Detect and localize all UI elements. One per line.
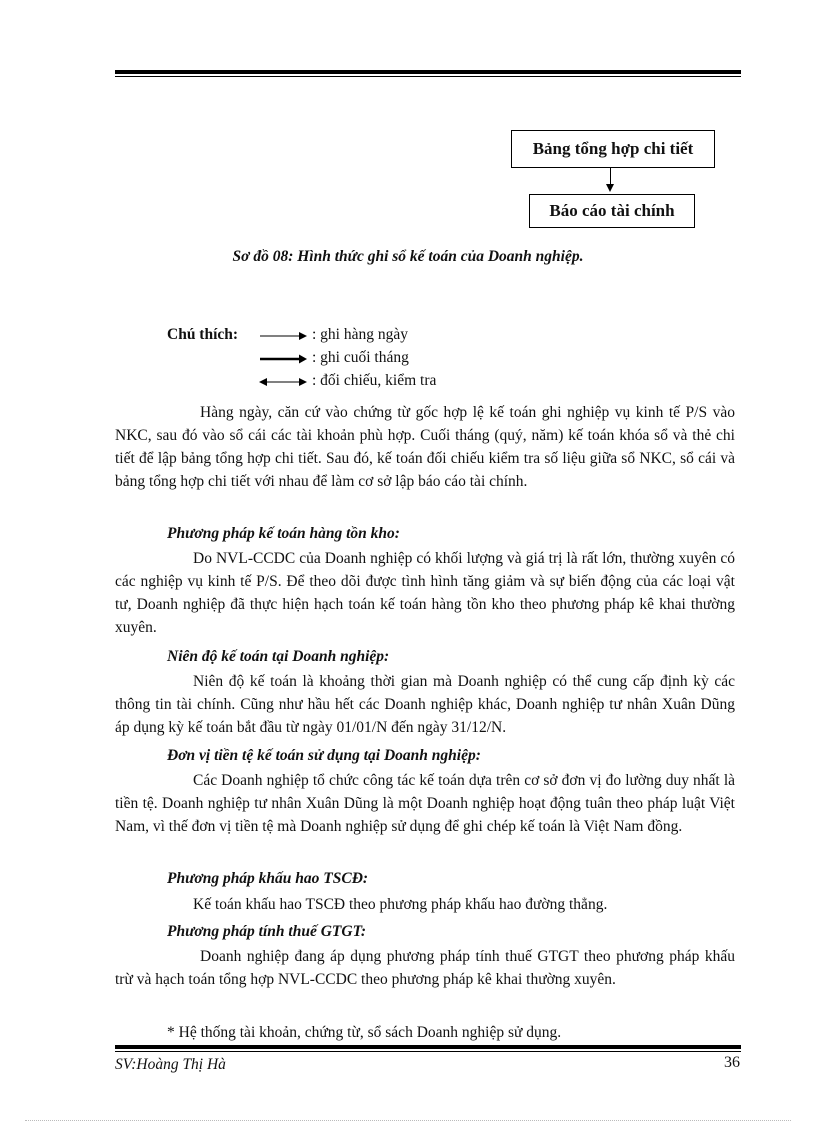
depreciation-heading: Phương pháp khấu hao TSCĐ: [167, 870, 369, 887]
legend-label: : ghi hàng ngày [312, 326, 408, 343]
currency-heading: Đơn vị tiền tệ kế toán sử dụng tại Doanh nghiệp: [167, 747, 481, 764]
thick-arrow-icon [259, 351, 307, 367]
thin-arrow-icon [259, 328, 307, 344]
page-bottom-dotted-line [25, 1120, 791, 1121]
footer-rule-thick [115, 1045, 741, 1049]
system-note: * Hệ thống tài khoản, chứng từ, sổ sách Doanh nghiệp sử dụng. [167, 1024, 562, 1041]
intro-paragraph: Hàng ngày, căn cứ vào chứng từ gốc hợp lệ kế toán ghi nghiệp vụ kinh tế P/S vào NKC, sau đó vào sổ cái các tài khoản phù hợp. Cuối tháng (quý, năm) kế toán khóa sổ và thẻ chi tiết để lập bảng tổng hợp chi tiết. Sau đó, kế toán đối chiếu kiểm tra số liệu giữa sổ NKC, sổ cái và bảng tổng hợp chi tiết với nhau để làm cơ sở lập báo cáo tài chính. [115, 404, 735, 490]
footer-student-name: SV:Hoàng Thị Hà [115, 1056, 226, 1073]
period-paragraph: Niên độ kế toán là khoảng thời gian mà Doanh nghiệp có thể cung cấp định kỳ các thông tin tài chính. Cũng như hầu hết các Doanh nghiệp khác, Doanh nghiệp tư nhân Xuân Dũng áp dụng kỳ kế toán bắt đầu từ ngày 01/01/N đến ngày 31/12/N. [115, 673, 735, 736]
page-number: 36 [724, 1054, 740, 1071]
financial-report-box: Báo cáo tài chính [529, 194, 695, 228]
inventory-paragraph: Do NVL-CCDC của Doanh nghiệp có khối lượng và giá trị là rất lớn, thường xuyên có các nghiệp vụ kinh tế P/S. Để theo dõi được tình hình tăng giảm và sự biến động của các loại vật tư, Doanh nghiệp đã thực hiện hạch toán kế toán hàng tồn kho theo phương pháp kê khai thường xuyên. [115, 550, 735, 636]
header-rule-thick [115, 70, 741, 74]
diagram-caption: Sơ đồ 08: Hình thức ghi sổ kế toán của Doanh nghiệp. [232, 248, 584, 265]
connector-line [610, 167, 611, 185]
arrow-down-icon [606, 184, 614, 192]
legend-title: Chú thích: [167, 326, 239, 343]
inventory-heading: Phương pháp kế toán hàng tồn kho: [167, 525, 400, 542]
header-rule-thin [115, 76, 741, 77]
currency-paragraph: Các Doanh nghiệp tổ chức công tác kế toán dựa trên cơ sở đơn vị đo lường duy nhất là tiền tệ. Doanh nghiệp tư nhân Xuân Dũng là một Doanh nghiệp hoạt động tuân theo pháp luật Việt Nam, vì thế đơn vị tiền tệ mà Doanh nghiệp sử dụng để ghi chép kế toán là Việt Nam đồng. [115, 772, 735, 835]
double-arrow-icon [259, 374, 307, 390]
vat-heading: Phương pháp tính thuế GTGT: [167, 923, 367, 940]
vat-paragraph: Doanh nghiệp đang áp dụng phương pháp tính thuế GTGT theo phương pháp khấu trừ và hạch toán tổng hợp NVL-CCDC theo phương pháp kê khai thường xuyên. [115, 948, 735, 988]
period-heading: Niên độ kế toán tại Doanh nghiệp: [167, 648, 390, 665]
legend-label: : ghi cuối tháng [312, 349, 409, 366]
depreciation-paragraph: Kế toán khấu hao TSCĐ theo phương pháp khấu hao đường thẳng. [193, 896, 608, 913]
legend-label: : đối chiếu, kiểm tra [312, 372, 437, 389]
footer-rule-thin [115, 1051, 741, 1052]
summary-table-box: Bảng tổng hợp chi tiết [511, 130, 715, 168]
